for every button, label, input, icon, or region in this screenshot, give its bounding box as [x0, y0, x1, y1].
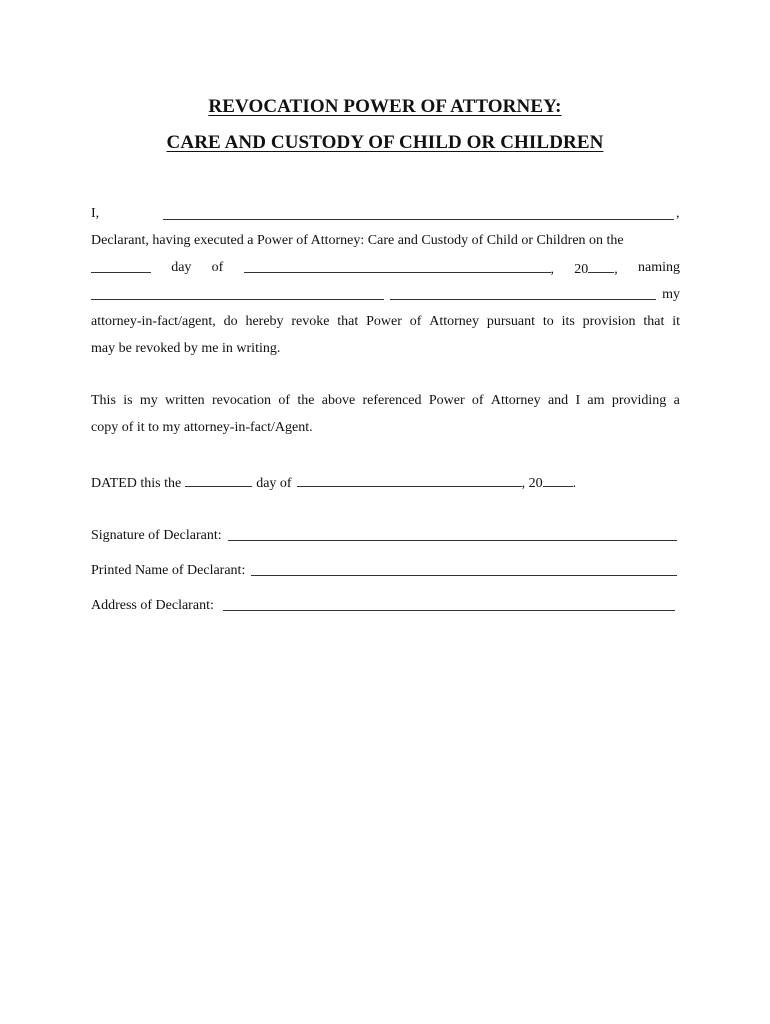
para2-line-1-word: of — [471, 393, 484, 408]
para1-line-5-word: pursuant — [486, 314, 536, 329]
execution-month-group — [244, 259, 555, 279]
execution-month-blank[interactable] — [244, 259, 551, 273]
declarant-name-comma: , — [676, 206, 680, 221]
para1-line-5-word: provision — [582, 314, 636, 329]
para1-line-5-word: do — [223, 314, 238, 329]
para2-line-1-word: the — [297, 393, 315, 408]
year-prefix: 20 — [574, 262, 589, 277]
para2-line-2: copy of it to my attorney-in-fact/Agent. — [91, 420, 313, 435]
agent-name-blank-2[interactable] — [390, 286, 656, 300]
of-word: of — [211, 260, 224, 275]
printed-name-label: Printed Name of Declarant: — [91, 563, 246, 578]
para1-line-5-word: to — [542, 314, 554, 329]
para2-line-1 — [91, 392, 680, 410]
dated-month-blank[interactable] — [297, 473, 522, 487]
para1-line-5-word: that — [643, 314, 665, 329]
para2-line-1-word: and — [547, 393, 569, 408]
day-word: day — [171, 260, 192, 275]
para2-line-1-word: above — [321, 393, 356, 408]
agent-name-blank-1[interactable] — [91, 286, 384, 300]
para1-line-4 — [91, 286, 680, 304]
para1-line-2-text: Declarant, having executed a Power of Attorney: Care and Custody of Child or Children on the — [91, 233, 624, 248]
para2-line-1-word: Power — [428, 393, 465, 408]
address-blank[interactable] — [223, 597, 675, 611]
address-label: Address of Declarant: — [91, 598, 214, 613]
para2-line-1-word: written — [165, 393, 205, 408]
para1-line-5-word: revoke — [291, 314, 330, 329]
my-word: my — [662, 287, 680, 302]
para1-line-5-word: attorney-in-fact/agent, — [91, 314, 216, 329]
execution-day-blank[interactable] — [91, 259, 151, 273]
para2-line-1-word: providing — [611, 393, 667, 408]
execution-year-blank[interactable] — [588, 259, 614, 273]
signature-row — [91, 527, 677, 545]
para1-line-5-word: Power — [366, 314, 402, 329]
para1-line-5 — [91, 313, 680, 331]
para1-line-5-word: it — [672, 314, 680, 329]
para2-line-1-word: referenced — [362, 393, 422, 408]
para1-line-3 — [91, 259, 680, 279]
declarant-name-blank[interactable] — [163, 206, 674, 220]
dated-year-prefix: , 20 — [521, 476, 543, 491]
para2-line-1-word: a — [673, 393, 680, 408]
dated-prefix: DATED this the — [91, 476, 182, 491]
year-comma: , — [614, 262, 618, 277]
dated-period: . — [572, 476, 577, 491]
para2-line-1-word: my — [139, 393, 158, 408]
dated-row — [91, 473, 576, 493]
declarant-i-label: I, — [91, 206, 100, 221]
signature-label: Signature of Declarant: — [91, 528, 222, 543]
dated-day-blank[interactable] — [185, 473, 252, 487]
dated-year-blank[interactable] — [543, 473, 573, 487]
execution-year-group — [574, 259, 618, 279]
para1-line-5-word: its — [561, 314, 575, 329]
para2-line-1-word: of — [278, 393, 291, 408]
para1-line-5-word: that — [337, 314, 359, 329]
title-line-1: REVOCATION POWER OF ATTORNEY: — [208, 96, 562, 117]
para2-line-1-word: revocation — [211, 393, 272, 408]
para2-line-1-word: am — [587, 393, 605, 408]
para1-line-5-word: hereby — [245, 314, 284, 329]
printed-name-row — [91, 562, 677, 580]
para2-line-1-word: I — [575, 393, 581, 408]
para1-line-2 — [91, 232, 680, 250]
para1-line-5-word: of — [409, 314, 422, 329]
para2-line-1-word: is — [123, 393, 133, 408]
title-line-2: CARE AND CUSTODY OF CHILD OR CHILDREN — [166, 132, 604, 153]
para2-line-1-word: Attorney — [490, 393, 541, 408]
para1-line-5-word: Attorney — [429, 314, 479, 329]
para2-line-1-word: This — [91, 393, 116, 408]
month-comma: , — [550, 262, 555, 277]
dated-day-of: day of — [256, 476, 292, 491]
address-row — [91, 597, 675, 615]
printed-name-blank[interactable] — [251, 562, 677, 576]
naming-word: naming — [637, 260, 680, 275]
signature-blank[interactable] — [228, 527, 677, 541]
para1-line-6: may be revoked by me in writing. — [91, 341, 281, 356]
